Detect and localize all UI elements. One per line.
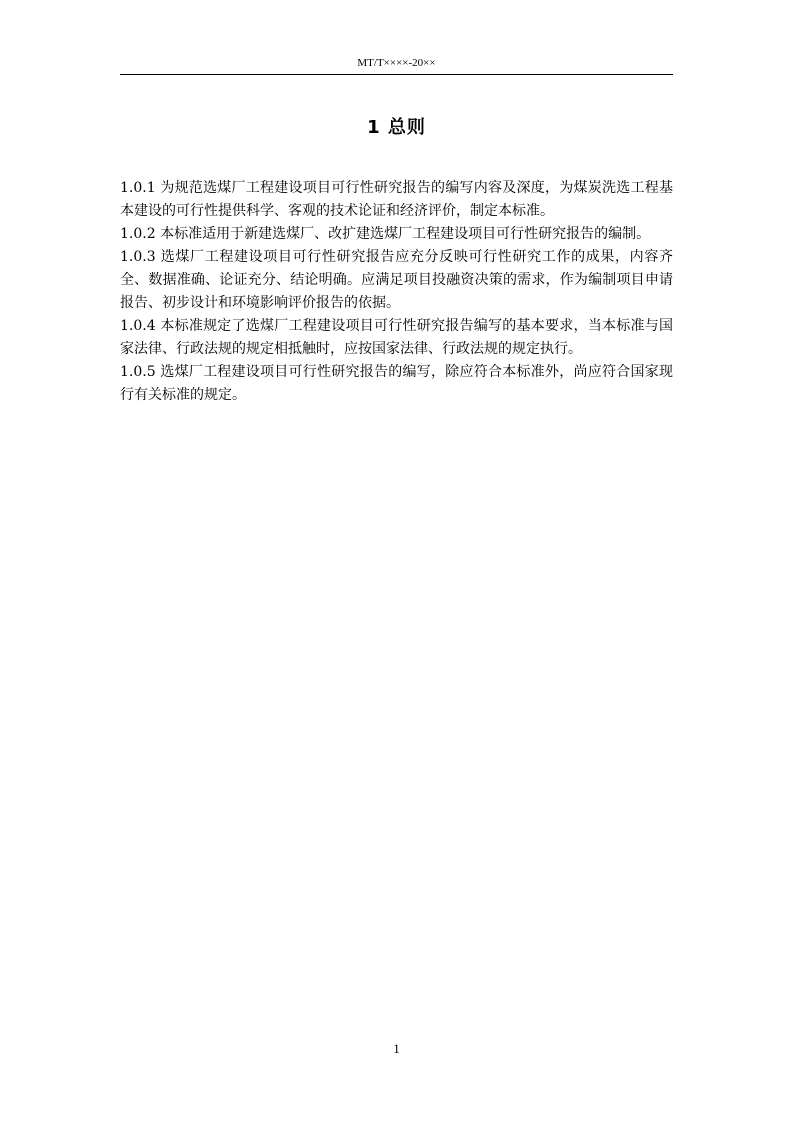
page-header [120,56,673,75]
clause-1-0-3: 1.0.3 选煤厂工程建设项目可行性研究报告应充分反映可行性研究工作的成果，内容齐全、数据准确、论证充分、结论明确。应满足项目投融资决策的需求，作为编制项目申请报告、初步设计和环境影响评价报告的依据。 [120,249,673,311]
clause-1-0-1: 1.0.1 为规范选煤厂工程建设项目可行性研究报告的编写内容及深度，为煤炭洗选工程基本建设的可行性提供科学、客观的技术论证和经济评价，制定本标准。 [120,180,673,219]
clause-1-0-4: 1.0.4 本标准规定了选煤厂工程建设项目可行性研究报告编写的基本要求，当本标准与国家法律、行政法规的规定相抵触时，应按国家法律、行政法规的规定执行。 [120,318,673,357]
chapter-title: 1 总则 [367,117,426,138]
clause-1-0-2: 1.0.2 本标准适用于新建选煤厂、改扩建选煤厂工程建设项目可行性研究报告的编制。 [120,226,651,242]
page-number: 1 [393,1041,400,1056]
standard-code: MT/T××××-20×× [357,57,436,69]
clause-1-0-5: 1.0.5 选煤厂工程建设项目可行性研究报告的编写，除应符合本标准外，尚应符合国家现行有关标准的规定。 [120,364,673,403]
chapter-body [120,177,673,407]
